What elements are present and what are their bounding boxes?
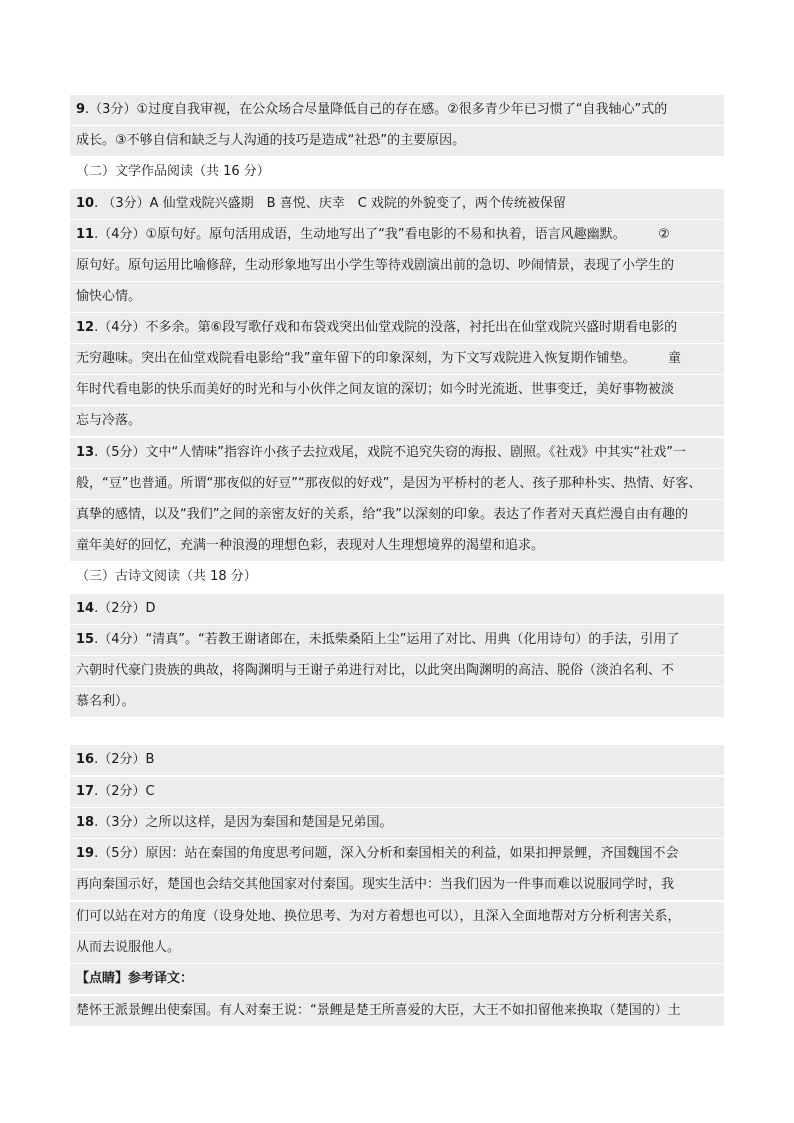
answer-9-line-2: 成长。③不够自信和缺乏与人沟通的技巧是造成“社恐”的主要原因。 bbox=[70, 126, 724, 156]
answer-9-line-1: 9.（3分）①过度自我审视，在公众场合尽量降低自己的存在感。②很多青少年已习惯了“自我轴心”式的 bbox=[70, 95, 724, 125]
section-heading-literature: （二）文学作品阅读（共 16 分） bbox=[76, 164, 270, 179]
answer-19-line-2: 再向秦国示好，楚国也会结交其他国家对付秦国。现实生活中：当我们因为一件事而难以说服同学时，我 bbox=[70, 870, 724, 900]
answer-11-line-2: 原句好。原句运用比喻修辞，生动形象地写出小学生等待戏剧演出前的急切、吵闹情景，表现了小学生的 bbox=[70, 251, 724, 281]
answer-12-line-2: 无穷趣味。突出在仙堂戏院看电影给“我”童年留下的印象深刻，为下文写戏院进入恢复期作铺垫。 童 bbox=[70, 344, 724, 374]
answer-11-line-3: 愉快心情。 bbox=[70, 282, 724, 312]
answer-18-line-1: 18.（3分）之所以这样，是因为秦国和楚国是兄弟国。 bbox=[70, 808, 724, 838]
translation-line-1: 楚怀王派景鲤出使秦国。有人对秦王说：“景鲤是楚王所喜爱的大臣，大王不如扣留他来换取（楚国的）土 bbox=[70, 996, 724, 1026]
answer-13-line-2: 般，“豆”也普通。所谓“那夜似的好豆”“那夜似的好戏”，是因为平桥村的老人、孩子那种朴实、热情、好客、 bbox=[70, 469, 724, 499]
answer-16-line-1: 16.（2分）B bbox=[70, 745, 724, 775]
answer-19-line-4: 从而去说服他人。 bbox=[70, 933, 724, 963]
answer-12-line-1: 12.（4分）不多余。第⑥段写歌仔戏和布袋戏突出仙堂戏院的没落，衬托出在仙堂戏院兴盛时期看电影的 bbox=[70, 313, 724, 343]
section-heading-classical: （三）古诗文阅读（共 18 分） bbox=[76, 569, 257, 584]
answer-11-line-1: 11.（4分）①原句好。原句活用成语，生动地写出了“我”看电影的不易和执着，语言风趣幽默。 ② bbox=[70, 220, 724, 250]
answer-13-line-1: 13.（5分）文中“人情味”指容许小孩子去拉戏尾，戏院不追究失窃的海报、剧照。《社戏》中其实“社戏”一 bbox=[70, 438, 724, 468]
answer-13-line-4: 童年美好的回忆，充满一种浪漫的理想色彩，表现对人生理想境界的渴望和追求。 bbox=[70, 531, 724, 561]
answer-15-line-3: 慕名利）。 bbox=[70, 687, 724, 717]
answer-13-line-3: 真挚的感情，以及“我们”之间的亲密友好的关系，给“我”以深刻的印象。表达了作者对天真烂漫自由有趣的 bbox=[70, 500, 724, 530]
answer-10-line-1: 10. （3分）A 仙堂戏院兴盛期 B 喜悦、庆幸 C 戏院的外貌变了，两个传统被保留 bbox=[70, 189, 724, 219]
answer-19-line-3: 们可以站在对方的角度（设身处地、换位思考、为对方着想也可以），且深入全面地帮对方分析利害关系， bbox=[70, 902, 724, 932]
answer-15-line-2: 六朝时代豪门贵族的典故，将陶渊明与王谢子弟进行对比，以此突出陶渊明的高洁、脱俗（淡泊名利、不 bbox=[70, 656, 724, 686]
note-heading: 【点睛】参考译文： bbox=[70, 964, 724, 994]
answer-19-line-1: 19.（5分）原因：站在秦国的角度思考问题，深入分析和秦国相关的利益，如果扣押景鲤，齐国魏国不会 bbox=[70, 839, 724, 869]
answer-12-line-3: 年时代看电影的快乐而美好的时光和与小伙伴之间友谊的深切；如今时光流逝、世事变迁，美好事物被淡 bbox=[70, 375, 724, 405]
answer-14-line-1: 14.（2分）D bbox=[70, 594, 724, 624]
answer-15-line-1: 15.（4分）“清真”。“若教王谢诸郎在，未抵柴桑陌上尘”运用了对比、用典（化用诗句）的手法，引用了 bbox=[70, 625, 724, 655]
answer-17-line-1: 17.（2分）C bbox=[70, 777, 724, 807]
answer-12-line-4: 忘与冷落。 bbox=[70, 406, 724, 436]
